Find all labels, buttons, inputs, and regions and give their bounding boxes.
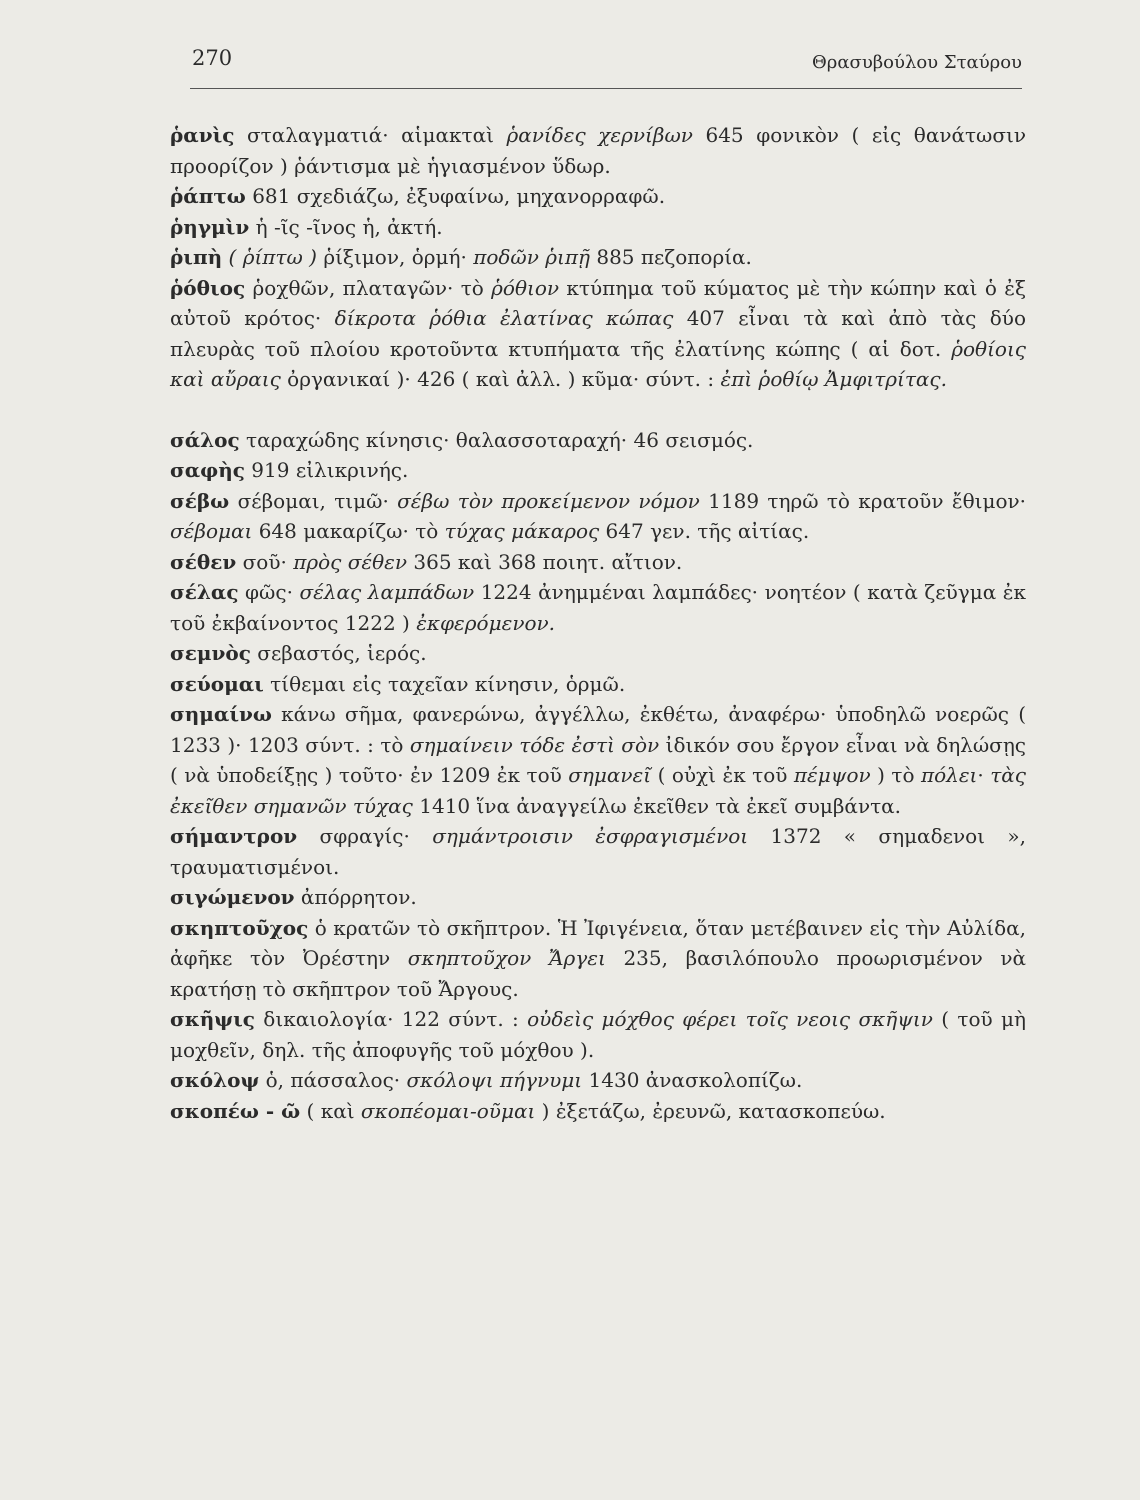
entry-definition: 365 καὶ 368 ποιητ. αἴτιον. bbox=[407, 549, 683, 574]
entry-headword: σέβω bbox=[170, 488, 230, 513]
entry-headword: ῥόθιος bbox=[170, 275, 246, 300]
entry-headword: σκηπτοῦχος bbox=[170, 915, 309, 940]
entry-definition: ( καὶ bbox=[300, 1098, 361, 1123]
entry-headword: ῥανὶς bbox=[170, 123, 235, 147]
entry-headword: σέθεν bbox=[170, 549, 237, 574]
entry-definition: ( τοῦ μὴ μοχθεῖν, δηλ. τῆς ἀποφυγῆς τοῦ μόχθου ). bbox=[170, 1007, 1026, 1062]
entry-citation: σέλας λαμπάδων bbox=[299, 580, 475, 604]
entry-citation: τὰς ἐκεῖθεν σημανῶν τύχας bbox=[170, 763, 1026, 818]
glossary-entry bbox=[170, 181, 1026, 212]
entry-definition: ) τὸ bbox=[870, 763, 921, 787]
entry-definition: ὁ, πάσσαλος· bbox=[259, 1068, 407, 1092]
glossary-entry bbox=[170, 882, 1026, 913]
entry-citation: σέβομαι bbox=[170, 519, 253, 543]
entry-definition: 407 εἶναι τὰ καὶ ἀπὸ τὰς δύο πλευρὰς τοῦ πλοίου κροτοῦντα κτυπήματα τῆς ἐλατίνης κώπης ( αἱ δοτ. bbox=[170, 306, 1026, 361]
entry-definition: ἡ -ῖς -ῖνος ἡ, ἀκτή. bbox=[249, 214, 443, 239]
glossary-entry bbox=[170, 1065, 1026, 1096]
entry-headword: ῥιπὴ bbox=[170, 245, 223, 269]
entry-citation: σκοπέομαι-οῦμαι bbox=[360, 1098, 536, 1123]
entry-headword: ῥηγμὶν bbox=[170, 214, 250, 239]
entry-definition: 645 φονικὸν ( εἰς θανάτωσιν προορίζον ) ῥάντισμα μὲ ἡγιασμένον ὕδωρ. bbox=[170, 123, 1027, 178]
entry-citation: πέμψον bbox=[793, 763, 871, 787]
entry-headword: σκοπέω - ῶ bbox=[170, 1098, 301, 1123]
entry-definition: ἰδικόν σου ἔργον εἶναι νὰ δηλώσῃς ( νὰ ὑποδείξῃς ) τοῦτο· ἐν 1209 ἐκ τοῦ bbox=[170, 732, 1026, 787]
entry-headword: σιγώμενον bbox=[170, 885, 295, 909]
entry-citation: πρὸς σέθεν bbox=[293, 549, 408, 574]
entry-citation: ἐπὶ ῥοθίῳ Ἀμφιτρίτας. bbox=[720, 367, 947, 391]
entry-definition: ὁ κρατῶν τὸ σκῆπτρον. Ἡ Ἰφιγένεια, ὅταν μετέβαινεν εἰς τὴν Αὐλίδα, ἀφῆκε τὸν Ὀρέστην bbox=[170, 915, 1026, 970]
entry-definition: σταλαγματιά· αἱμακταὶ bbox=[234, 123, 507, 147]
entry-citation: ( ῥίπτω ) bbox=[228, 245, 317, 269]
entry-definition: 647 γεν. τῆς αἰτίας. bbox=[599, 519, 810, 543]
entry-definition: σοῦ· bbox=[236, 549, 294, 574]
section-gap bbox=[170, 395, 1026, 425]
entry-definition: 1410 ἵνα ἀναγγείλω ἐκεῖθεν τὰ ἐκεῖ συμβάντα. bbox=[412, 793, 902, 818]
entry-headword: σεμνὸς bbox=[170, 641, 251, 665]
glossary-entry bbox=[170, 1004, 1026, 1065]
entry-definition: ῥοχθῶν, πλαταγῶν· τὸ bbox=[245, 275, 492, 300]
entry-definition: ῥίξιμον, ὁρμή· bbox=[316, 245, 474, 269]
glossary-entry bbox=[170, 242, 1026, 273]
glossary-entry bbox=[170, 577, 1026, 638]
page-number: 270 bbox=[192, 46, 233, 70]
entry-citation: ἐκφερόμενον. bbox=[416, 610, 556, 635]
entry-citation: ῥανίδες χερνίβων bbox=[506, 123, 693, 147]
entry-definition: ἀπόρρητον. bbox=[294, 885, 417, 909]
entry-citation: ποδῶν ῥιπῇ bbox=[473, 245, 590, 269]
glossary-entry bbox=[170, 212, 1026, 243]
entry-definition: 1224 ἀνημμέναι λαμπάδες· νοητέον ( κατὰ ζεῦγμα ἐκ τοῦ ἐκβαίνοντος 1222 ) bbox=[170, 580, 1027, 635]
entry-definition: 235, βασιλόπουλο προωρισμένον νὰ κρατήσῃ τὸ σκῆπτρον τοῦ Ἄργους. bbox=[170, 946, 1027, 1001]
entry-definition: κτύπημα τοῦ κύματος μὲ τὴν κώπην καὶ ὁ ἐξ αὐτοῦ κρότος· bbox=[170, 275, 1026, 330]
entry-citation: τύχας μάκαρος bbox=[444, 519, 600, 543]
entry-citation: δίκροτα ῥόθια ἐλατίνας κώπας bbox=[334, 306, 674, 330]
page-header bbox=[190, 42, 1022, 89]
entry-headword: σεύομαι bbox=[170, 671, 264, 696]
entry-definition: σφραγίς· bbox=[297, 824, 433, 848]
entry-headword: σκῆψις bbox=[170, 1007, 255, 1031]
entry-definition: 681 σχεδιάζω, ἐξυφαίνω, μηχανορραφῶ. bbox=[245, 184, 666, 208]
glossary-entry bbox=[170, 486, 1026, 547]
glossary-entry bbox=[170, 1096, 1026, 1127]
entry-citation: ῥοθίοις καὶ αὔραις bbox=[170, 336, 1026, 391]
entry-citation: σκηπτοῦχον Ἄργει bbox=[407, 946, 606, 970]
glossary-entry bbox=[170, 699, 1026, 821]
glossary-entries bbox=[170, 120, 1026, 1126]
entry-definition: ( οὐχὶ ἐκ τοῦ bbox=[651, 763, 794, 787]
entry-headword: σημαίνω bbox=[170, 702, 272, 726]
entry-definition: ταραχώδης κίνησις· θαλασσοταραχή· 46 σεισμός. bbox=[239, 427, 754, 452]
glossary-entry bbox=[170, 913, 1026, 1005]
entry-headword: ῥάπτω bbox=[170, 184, 246, 208]
entry-definition: 1372 « σημαδενοι », τραυματισμένοι. bbox=[170, 824, 1026, 879]
entry-citation: οὐδεὶς μόχθος φέρει τοῖς νεοις σκῆψιν bbox=[527, 1007, 933, 1031]
running-head: Θρασυβούλου Σταύρου bbox=[812, 52, 1022, 73]
entry-definition: 1430 ἀνασκολοπίζω. bbox=[582, 1068, 803, 1092]
glossary-entry bbox=[170, 425, 1026, 456]
entry-definition: σεβαστός, ἱερός. bbox=[250, 641, 427, 665]
glossary-entry bbox=[170, 821, 1026, 882]
entry-definition: · bbox=[977, 763, 991, 787]
entry-definition: 1189 τηρῶ τὸ κρατοῦν ἔθιμον· bbox=[699, 488, 1027, 513]
entry-definition: 885 πεζοπορία. bbox=[589, 245, 752, 269]
entry-definition: τίθεμαι εἰς ταχεῖαν κίνησιν, ὁρμῶ. bbox=[263, 671, 626, 696]
glossary-entry bbox=[170, 669, 1026, 700]
entry-citation: σημαίνειν τόδε ἐστὶ σὸν bbox=[409, 732, 660, 757]
entry-headword: σήμαντρον bbox=[170, 824, 298, 848]
entry-headword: σάλος bbox=[170, 427, 240, 452]
glossary-entry bbox=[170, 638, 1026, 669]
entry-definition: 919 εἰλικρινής. bbox=[244, 458, 409, 482]
entry-citation: σημάντροισιν ἐσφραγισμένοι bbox=[432, 824, 749, 848]
entry-headword: σκόλοψ bbox=[170, 1068, 260, 1092]
entry-citation: σκόλοψι πήγνυμι bbox=[406, 1068, 583, 1092]
entry-definition: ὀργανικαί )· 426 ( καὶ ἀλλ. ) κῦμα· σύντ. : bbox=[280, 367, 721, 391]
entry-headword: σέλας bbox=[170, 580, 239, 604]
entry-headword: σαφὴς bbox=[170, 458, 245, 482]
glossary-entry bbox=[170, 455, 1026, 486]
entry-citation: πόλει bbox=[920, 763, 978, 787]
entry-citation: ῥόθιον bbox=[491, 275, 560, 300]
glossary-entry bbox=[170, 273, 1026, 395]
glossary-entry bbox=[170, 547, 1026, 578]
entry-citation: σέβω τὸν προκείμενον νόμον bbox=[397, 488, 700, 513]
entry-citation: σημανεῖ bbox=[568, 763, 652, 787]
glossary-entry bbox=[170, 120, 1026, 181]
entry-definition: φῶς· bbox=[238, 580, 300, 604]
entry-definition: κάνω σῆμα, φανερώνω, ἀγγέλλω, ἐκθέτω, ἀναφέρω· ὑποδηλῶ νοερῶς ( 1233 )· 1203 σύντ. : τὸ bbox=[170, 702, 1026, 757]
entry-definition: δικαιολογία· 122 σύντ. : bbox=[254, 1007, 528, 1031]
entry-definition: 648 μακαρίζω· τὸ bbox=[252, 519, 445, 543]
entry-definition: σέβομαι, τιμῶ· bbox=[229, 488, 398, 513]
entry-definition: ) ἐξετάζω, ἐρευνῶ, κατασκοπεύω. bbox=[535, 1098, 886, 1123]
